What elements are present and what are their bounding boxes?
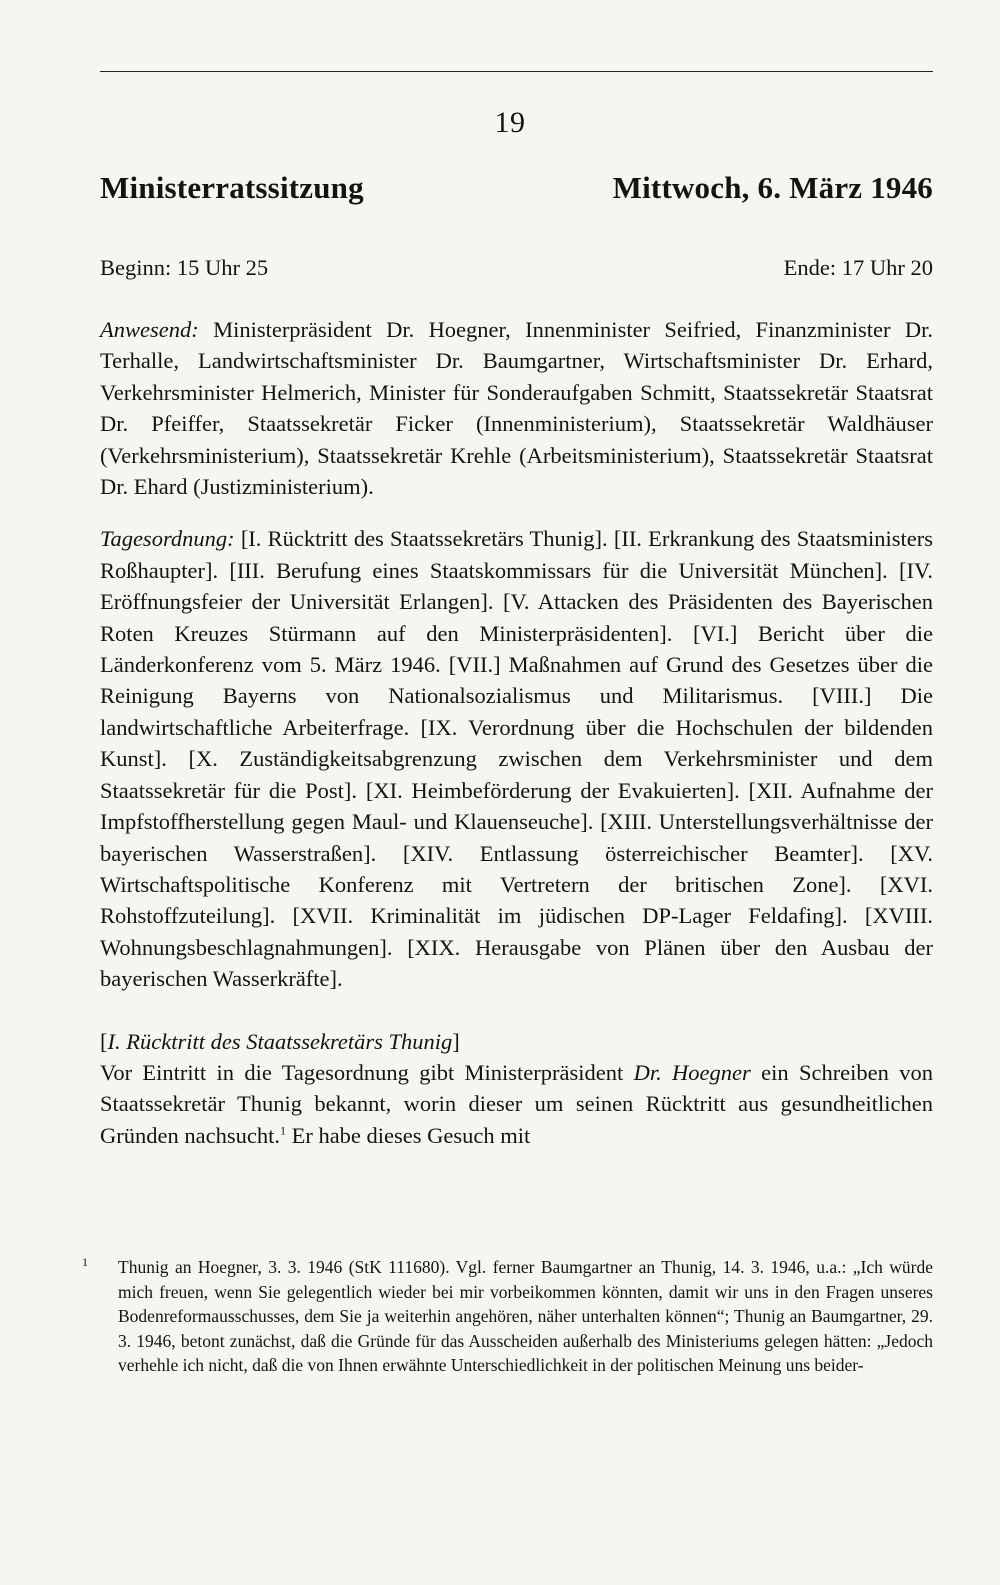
section-heading [100,1026,933,1057]
attendance-text: Ministerpräsident Dr. Hoegner, Innenminister Seifried, Finanzminister Dr. Terhalle, Landwirtschaftsminister Dr. Baumgartner, Wirtschaftsminister Dr. Erhard, Verkehrsminister Helmerich, Minister für Sonderaufgaben Schmitt, Staatssekretär Staatsrat Dr. Pfeiffer, Staatssekretär Ficker (Innenministerium), Staatssekretär Waldhäuser (Verkehrsministerium), Staatssekretär Krehle (Arbeitsministerium), Staatssekretär Staatsrat Dr. Ehard (Justizministerium). [100,317,933,500]
main-text [100,314,933,1151]
begin-time: Beginn: 15 Uhr 25 [100,255,269,280]
speaker-name: Dr. Hoegner [633,1059,751,1085]
agenda-label: Tagesordnung: [100,526,235,552]
attendance-paragraph [100,314,933,502]
heading-bracket-close: ] [452,1028,460,1054]
heading-bracket-open: [ [100,1028,108,1054]
footnote-1: $^1$ Thunig an Hoegner, 3. 3. 1946 (StK 111680). Vgl. ferner Baumgartner an Thunig, 14. 3. 1946, u.a.: „Ich würde mich freuen, wenn Sie gelegentlich wieder bei mir vorbeikommen könnten, damit wir uns in den Fragen unseres Bodenreformausschusses, dem Sie ja weiterhin angehören, näher unterhalten können“; Thunig an Baumgartner, 29. 3. 1946, betont zunächst, daß die Gründe für das Ausscheiden außerhalb des Ministeriums gelegen hätten: „Jedoch verhehle ich nicht, daß die von Ihnen erwähnte Unterschiedlichkeit in der politischen Meinung uns beider- [82,1255,933,1375]
document-number: 19 [494,106,526,139]
time-row [100,255,933,281]
meeting-date: Mittwoch, 6. März 1946 [612,170,933,205]
header-rule [100,71,933,72]
section-text-b: ein Schreiben von Staatssekretär Thunig bekannt, worin dieser um seinen Rücktritt aus gesundheitlichen Gründen nachsucht. [100,1059,933,1148]
end-time: Ende: 17 Uhr 20 [783,255,933,280]
agenda-text: [I. Rücktritt des Staatssekretärs Thunig]. [II. Erkrankung des Staatsministers Roßhaupter]. [III. Berufung eines Staatskommissars für die Universität München]. [IV. Eröffnungsfeier der Universität Erlangen]. [V. Attacken des Präsidenten des Bayerischen Roten Kreuzes Stürmann auf den Ministerpräsidenten]. [VI.] Bericht über die Länderkonferenz vom 5. März 1946. [VII.] Maßnahmen auf Grund des Gesetzes über die Reinigung Bayerns von Nationalsozialismus und Militarismus. [VIII.] Die landwirtschaftliche Arbeiterfrage. [IX. Verordnung über die Hochschulen der bildenden Kunst]. [X. Zuständigkeitsabgrenzung zwischen dem Verkehrsminister und dem Staatssekretär für die Post]. [XI. Heimbeförderung der Evakuierten]. [XII. Aufnahme der Impfstoffherstellung gegen Maul- und Klauenseuche]. [XIII. Unterstellungsverhältnisse der bayerischen Wasserstraßen]. [XIV. Entlassung österreichischer Beamter]. [XV. Wirtschaftspolitische Konferenz mit Vertretern der britischen Zone]. [XVI. Rohstoffzuteilung]. [XVII. Kriminalität im jüdischen DP-Lager Feldafing]. [XVIII. Wohnungsbeschlagnahmungen]. [XIX. Herausgabe von Plänen über den Ausbau der bayerischen Wasserkräfte]. [100,526,933,992]
agenda-paragraph [100,523,933,994]
section-heading-text: I. Rücktritt des Staatssekretärs Thunig [107,1028,453,1054]
footnote-reference: 1 [279,1123,286,1138]
footnotes [82,1255,933,1378]
attendance-label: Anwesend: [100,317,199,342]
meeting-title: Ministerratssitzung [100,170,364,205]
footnote-text: Thunig an Hoegner, 3. 3. 1946 (StK 111680). Vgl. ferner Baumgartner an Thunig, 14. 3. 1946, u.a.: „Ich würde mich freuen, wenn Sie gelegentlich wieder bei mir vorbeikommen könnten, damit wir uns in den Fragen unseres Bodenreformausschusses, dem Sie ja weiterhin angehören, näher unterhalten können“; Thunig an Baumgartner, 29. 3. 1946, betont zunächst, daß die Gründe für das Ausscheiden außerhalb des Ministeriums gelegen hätten: „Jedoch verhehle ich nicht, daß die von Ihnen erwähnte Unterschiedlichkeit in der politischen Meinung uns beider- [118,1257,933,1375]
section-paragraph [100,1057,933,1151]
section-text-a: Vor Eintritt in die Tagesordnung gibt Ministerpräsident [100,1059,634,1085]
section-text-c: Er habe dieses Gesuch mit [285,1122,531,1148]
title-row [100,170,933,206]
